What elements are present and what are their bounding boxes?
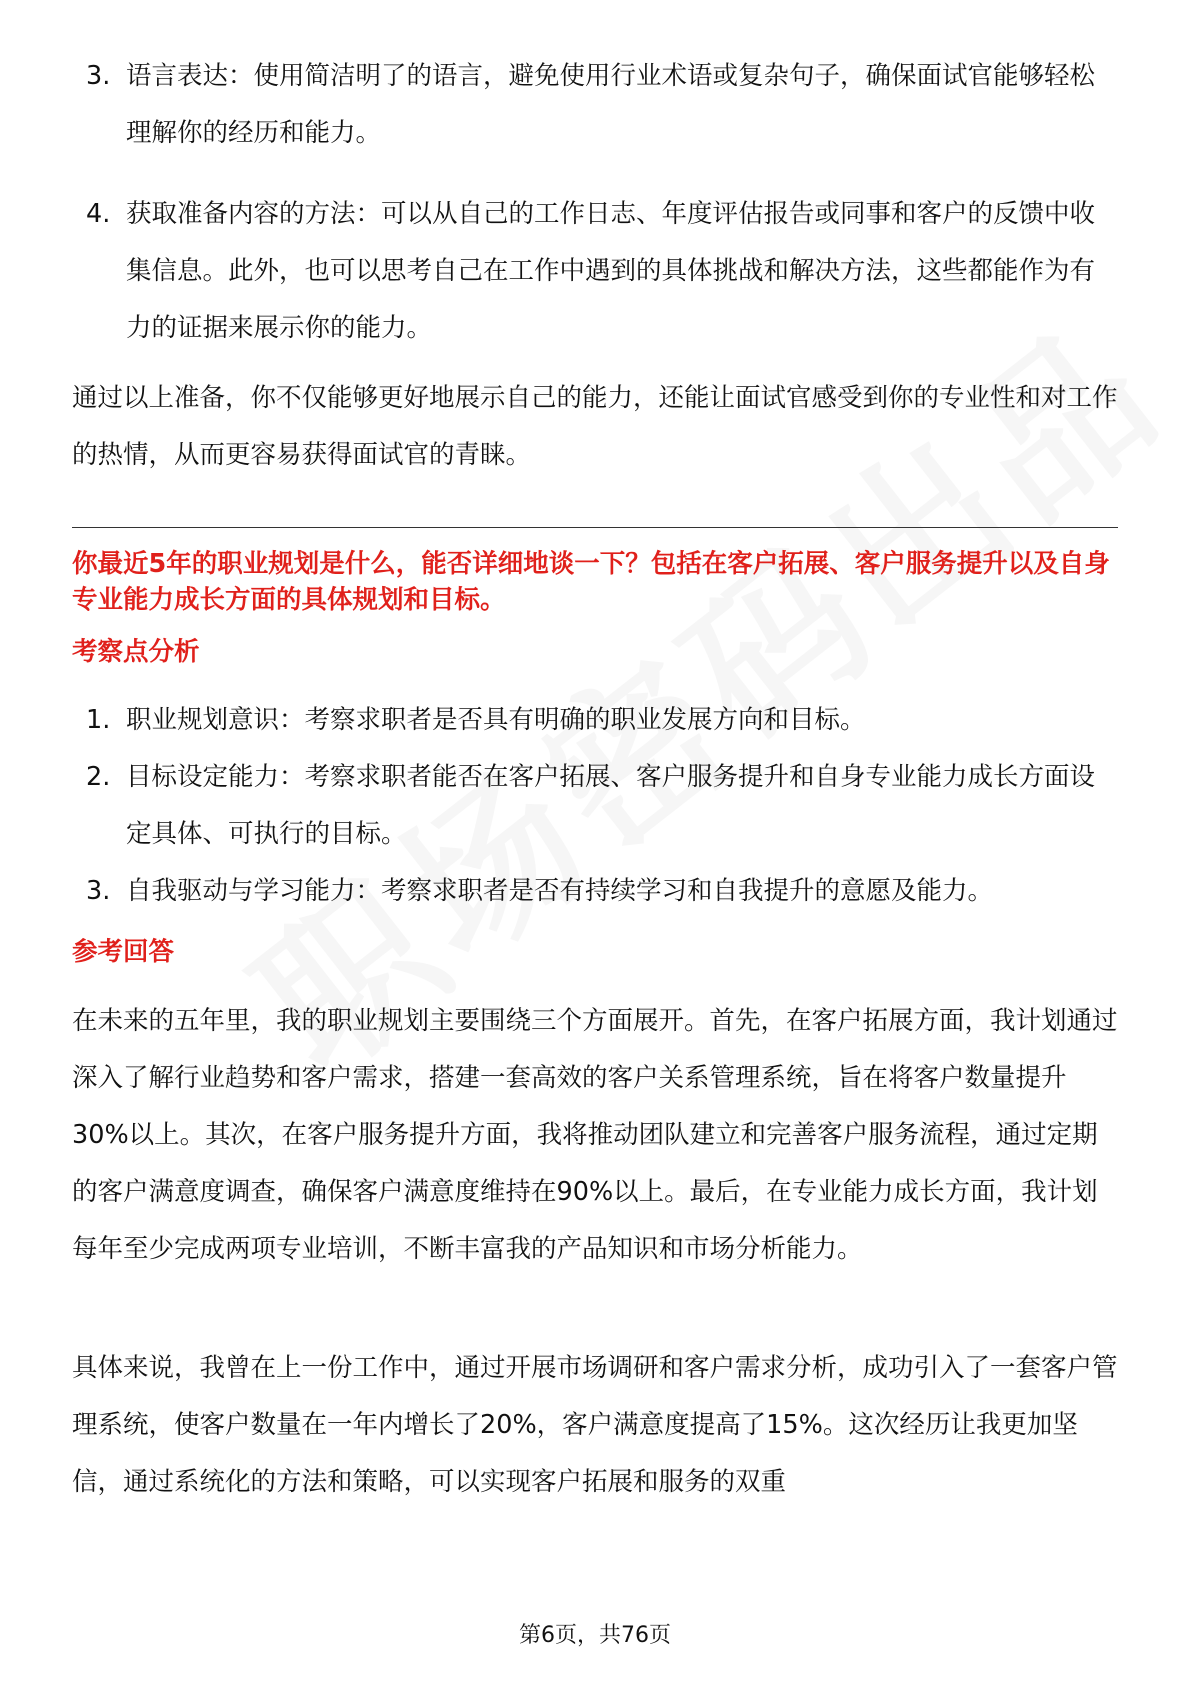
summary-paragraph: 通过以上准备，你不仅能够更好地展示自己的能力，还能让面试官感受到你的专业性和对工作的热情，从而更容易获得面试官的青睐。 [72,383,1118,470]
analysis-title: 考察点分析 [72,637,200,667]
list-text: 获取准备内容的方法：可以从自己的工作日志、年度评估报告或同事和客户的反馈中收集信息。此外，也可以思考自己在工作中遇到的具体挑战和解决方法，这些都能作为有力的证据来展示你的能力。 [126,199,1096,343]
list-number: 3. [86,876,111,906]
list-number: 1. [86,705,111,735]
list-number: 3. [86,61,111,91]
answer-title: 参考回答 [72,937,175,967]
prev-list [72,48,1118,357]
answer-paragraph: 具体来说，我曾在上一份工作中，通过开展市场调研和客户需求分析，成功引入了一套客户管理系统，使客户数量在一年内增长了20%，客户满意度提高了15%。这次经历让我更加坚信，通过系统化的方法和策略，可以实现客户拓展和服务的双重 [72,1353,1118,1497]
analysis-list [72,692,1118,920]
list-item [72,186,1118,357]
list-item [72,749,1118,863]
list-text: 语言表达：使用简洁明了的语言，避免使用行业术语或复杂句子，确保面试官能够轻松理解你的经历和能力。 [126,61,1096,148]
list-text: 目标设定能力：考察求职者能否在客户拓展、客户服务提升和自身专业能力成长方面设定具体、可执行的目标。 [126,762,1096,849]
page-footer: 第6页，共76页 [519,1623,671,1648]
list-text: 职业规划意识：考察求职者是否具有明确的职业发展方向和目标。 [126,705,866,735]
list-item [72,692,1118,749]
list-number: 4. [86,199,111,229]
question-heading: 你最近5年的职业规划是什么，能否详细地谈一下？包括在客户拓展、客户服务提升以及自身专业能力成长方面的具体规划和目标。 [72,549,1110,615]
divider [72,527,1118,528]
list-item [72,48,1118,162]
answer-paragraph: 在未来的五年里，我的职业规划主要围绕三个方面展开。首先，在客户拓展方面，我计划通过深入了解行业趋势和客户需求，搭建一套高效的客户关系管理系统，旨在将客户数量提升30%以上。其次，在客户服务提升方面，我将推动团队建立和完善客户服务流程，通过定期的客户满意度调查，确保客户满意度维持在90%以上。最后，在专业能力成长方面，我计划每年至少完成两项专业培训，不断丰富我的产品知识和市场分析能力。 [72,1006,1118,1264]
list-item [72,863,1118,920]
list-number: 2. [86,762,111,792]
list-text: 自我驱动与学习能力：考察求职者是否有持续学习和自我提升的意愿及能力。 [126,876,994,906]
